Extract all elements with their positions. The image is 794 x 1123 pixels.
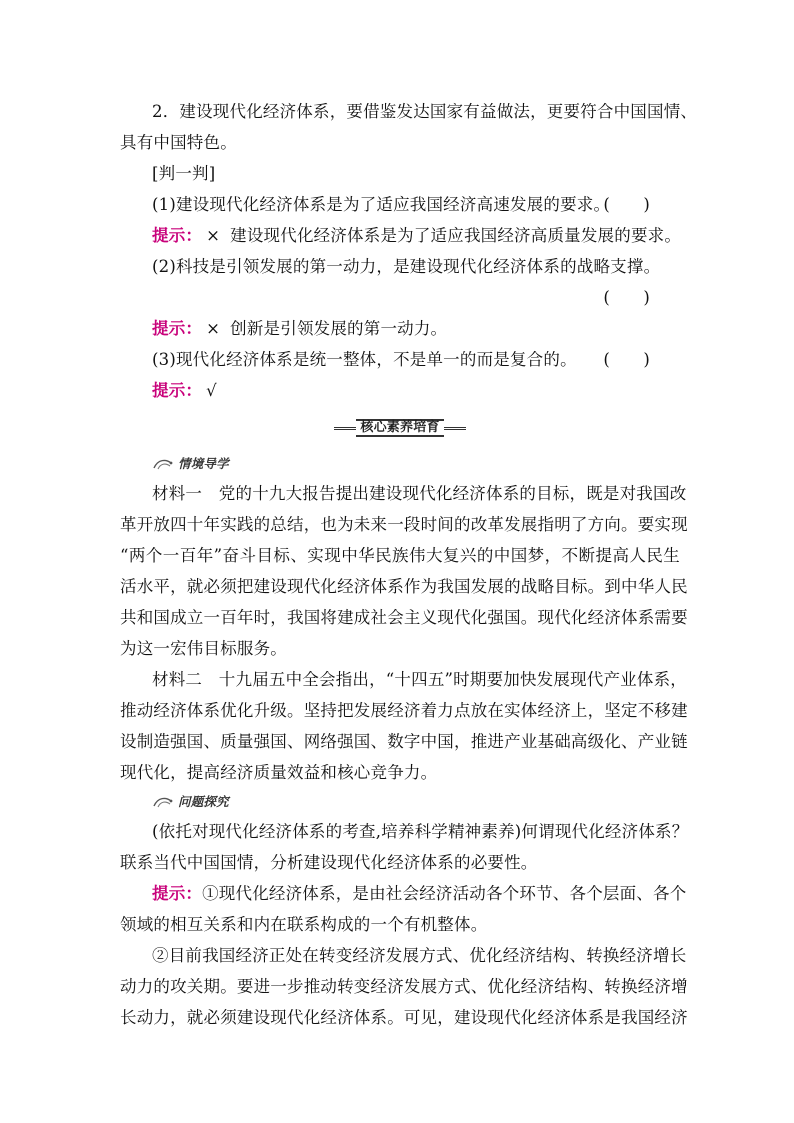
item2-line2: 具有中国特色。 [120,133,237,152]
section-banner [120,406,680,450]
material-1-line: “两个一百年”奋斗目标、实现中华民族伟大复兴的中国梦，不断提高人民生 [120,546,680,565]
check-mark: √ [206,381,217,400]
material-1-line: 共和国成立一百年时，我国将建成社会主义现代化强国。现代化经济体系需要 [120,608,688,627]
scenario-heading-text: 情境导学 [178,456,229,471]
judge-hint-1 [120,220,680,251]
material-1-line: 革开放四十年实践的总结，也为未来一段时间的改革发展指明了方向。要实现 [120,515,688,534]
page-content [120,96,698,1033]
material-1-line: 材料一 党的十九大报告提出建设现代化经济体系的目标，既是对我国改 [152,484,687,503]
inquiry-heading-text: 问题探究 [178,794,229,809]
hint-label: 提示： [152,226,203,245]
material-2-line: 推动经济体系优化升级。坚持把发展经济着力点放在实体经济上，坚定不移建 [120,701,688,720]
material-1 [120,478,688,664]
material-2-line: 现代化，提高经济质量效益和核心竞争力。 [120,763,438,782]
section-title: 核心素养培育 [356,419,443,437]
hint-label: 提示： [152,381,203,400]
wrong-mark: × [206,319,221,338]
judge-hint-2 [120,313,680,344]
answer-line: 动力的攻关期。要进一步推动转变经济发展方式、优化经济结构、转换经济增 [120,977,688,996]
judge-header: [判一判] [152,164,216,183]
inquiry-answer-2 [120,940,688,1033]
question-1-text: (1)建设现代化经济体系是为了适应我国经济高速发展的要求。 [152,195,611,214]
judge-question-2-blank-line [120,282,680,313]
scenario-heading [120,450,680,478]
item2-line1: 2．建设现代化经济体系，要借鉴发达国家有益做法，更要符合中国国情、 [152,102,698,121]
leaf-swirl-icon [152,795,174,809]
hint-1-text: 建设现代化经济体系是为了适应我国经济高质量发展的要求。 [230,226,682,245]
inquiry-answer-1 [120,878,687,940]
banner-rule-left [334,427,356,430]
banner-rule-right [444,427,466,430]
question-3-text: (3)现代化经济体系是统一整体，不是单一的而是复合的。 [152,350,577,369]
answer-blank-1: ( ) [603,195,650,214]
material-2-line: 设制造强国、质量强国、网络强国、数字中国，推进产业基础高级化、产业链 [120,732,688,751]
material-2-line: 材料二 十九届五中全会指出，“十四五”时期要加快发展现代产业体系， [152,670,687,689]
material-1-line: 活水平，就必须把建设现代化经济体系作为我国发展的战略目标。到中华人民 [120,577,688,596]
answer-line: 领域的相互关系和内在联系构成的一个有机整体。 [120,915,488,934]
wrong-mark: × [206,226,221,245]
answer-line: ②目前我国经济正处在转变经济发展方式、优化经济结构、转换经济增长 [152,946,687,965]
hint-label: 提示： [152,884,203,903]
hint-2-text: 创新是引领发展的第一动力。 [230,319,448,338]
question-line: (依托对现代化经济体系的考查,培养科学精神素养)何谓现代化经济体系？ [152,822,689,841]
answer-line [120,878,687,909]
hint-label: 提示： [152,319,203,338]
material-2 [120,664,688,788]
inquiry-heading [120,788,680,816]
leaf-swirl-icon [152,457,174,471]
answer-1-text: ①现代化经济体系，是由社会经济活动各个环节、各个层面、各个 [202,884,687,903]
answer-line: 长动力，就必须建设现代化经济体系。可见，建设现代化经济体系是我国经济 [120,1008,688,1027]
judge-question-2: (2)科技是引领发展的第一动力，是建设现代化经济体系的战略支撑。 [152,257,661,276]
judge-question-1 [120,189,680,220]
judge-hint-3 [120,375,680,406]
answer-blank-2: ( ) [603,288,650,307]
material-1-line: 为这一宏伟目标服务。 [120,639,287,658]
answer-blank-3: ( ) [603,350,650,369]
question-line: 联系当代中国国情，分析建设现代化经济体系的必要性。 [120,853,538,872]
inquiry-question [120,816,689,878]
judge-question-3 [120,344,680,375]
